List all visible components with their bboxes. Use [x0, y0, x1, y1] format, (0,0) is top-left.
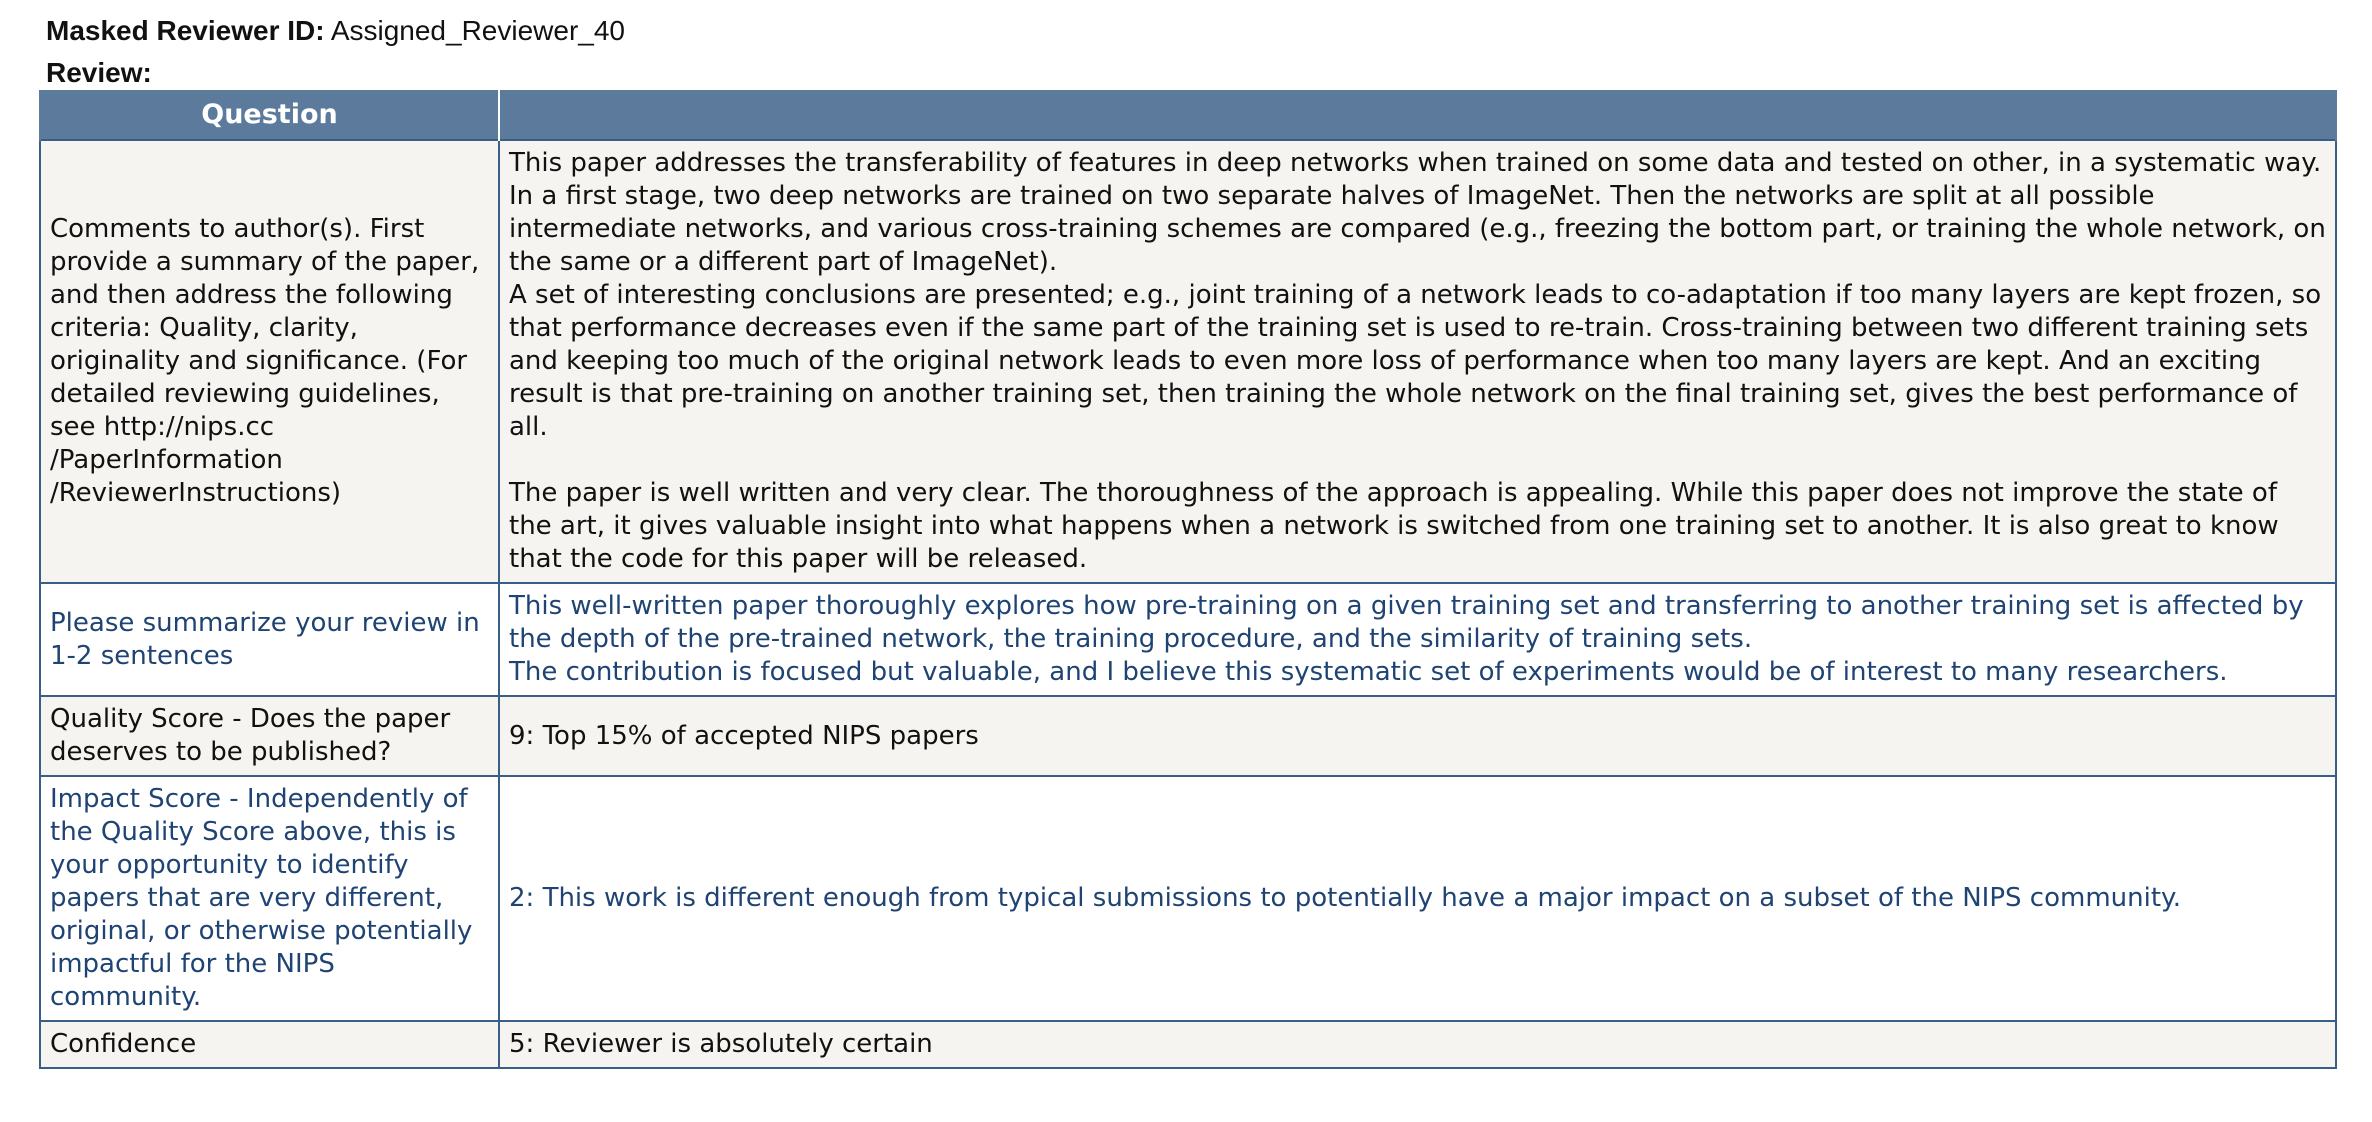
question-cell: Please summarize your review in 1-2 sentences [40, 583, 499, 696]
question-cell: Impact Score - Independently of the Quality Score above, this is your opportunity to identify papers that are very different, original, or otherwise potentially impactful for the NIPS community. [40, 776, 499, 1021]
answer-paragraph: The paper is well written and very clear. The thoroughness of the approach is appealing. While this paper does not improve the state of the art, it gives valuable insight into what happens when a network is switched from one training set to another. It is also great to know that the code for this paper will be released. [509, 478, 2279, 574]
reviewer-id-value: Assigned_Reviewer_40 [330, 15, 625, 46]
table-row-quality-score [40, 696, 2336, 776]
answer-cell [499, 583, 2336, 696]
table-row-summary [40, 583, 2336, 696]
answer-cell: 2: This work is different enough from typical submissions to potentially have a major impact on a subset of the NIPS community. [499, 776, 2336, 1021]
question-cell: Quality Score - Does the paper deserves to be published? [40, 696, 499, 776]
reviewer-id-line [46, 10, 625, 52]
answer-cell: 5: Reviewer is absolutely certain [499, 1021, 2336, 1068]
review-table [39, 90, 2337, 1069]
column-header-question: Question [40, 90, 499, 140]
answer-cell [499, 140, 2336, 583]
answer-paragraph: A set of interesting conclusions are presented; e.g., joint training of a network leads to co-adaptation if too many layers are kept frozen, so that performance decreases even if the same part of the training set is used to re-train. Cross-training between two different training sets and keeping too much of the original network leads to even more loss of performance when too many layers are kept. And an exciting result is that pre-training on another training set, then training the whole network on the final training set, gives the best performance of all. [509, 280, 2322, 442]
review-label: Review: [46, 57, 152, 88]
reviewer-id-label: Masked Reviewer ID: [46, 15, 325, 46]
review-header [46, 10, 625, 94]
answer-cell: 9: Top 15% of accepted NIPS papers [499, 696, 2336, 776]
paragraph-gap [509, 444, 2326, 477]
column-header-answer [499, 90, 2336, 140]
table-row-comments [40, 140, 2336, 583]
question-cell: Confidence [40, 1021, 499, 1068]
table-header-row [40, 90, 2336, 140]
answer-paragraph: The contribution is focused but valuable, and I believe this systematic set of experiments would be of interest to many researchers. [509, 657, 2228, 687]
question-cell: Comments to author(s). First provide a summary of the paper, and then address the following criteria: Quality, clarity, originality and significance. (For detailed reviewing guidelines, see http://nips.cc /PaperInformation /ReviewerInstructions) [40, 140, 499, 583]
answer-paragraph: This well-written paper thoroughly explores how pre-training on a given training set and transferring to another training set is affected by the depth of the pre-trained network, the training procedure, and the similarity of training sets. [509, 591, 2304, 654]
table-row-impact-score [40, 776, 2336, 1021]
answer-paragraph: This paper addresses the transferability of features in deep networks when trained on some data and tested on other, in a systematic way. In a first stage, two deep networks are trained on two separate halves of ImageNet. Then the networks are split at all possible intermediate networks, and various cross-training schemes are compared (e.g., freezing the bottom part, or training the whole network, on the same or a different part of ImageNet). [509, 148, 2326, 277]
table-row-confidence [40, 1021, 2336, 1068]
